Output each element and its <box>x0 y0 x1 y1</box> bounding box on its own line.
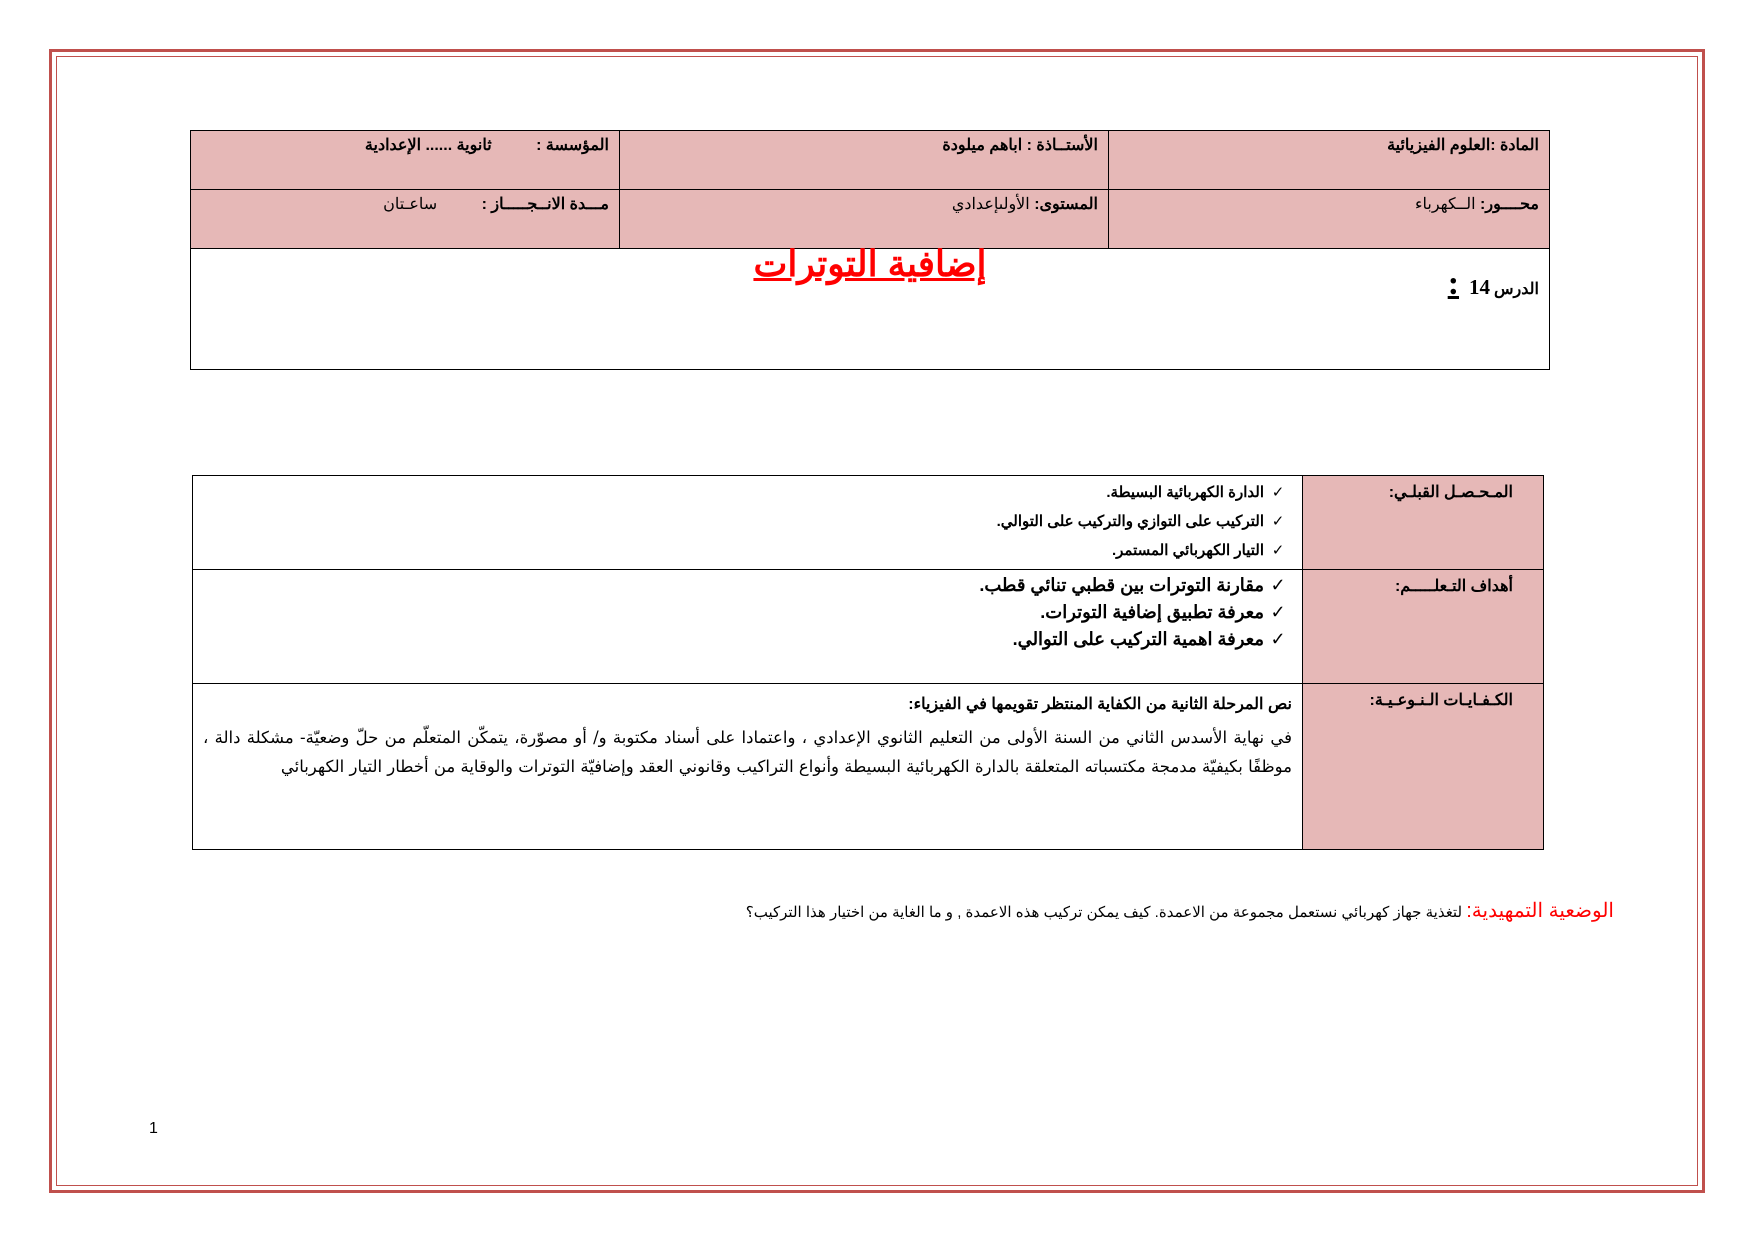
prior-label: المـحـصـل القبلـي: <box>1388 484 1513 501</box>
lesson-number: 14 <box>1469 275 1491 299</box>
check-icon: ✓ <box>1270 629 1286 649</box>
page-number: 1 <box>149 1120 158 1137</box>
institution-value: ثانوية ...... الإعدادية <box>364 137 492 154</box>
axis-cell <box>1109 190 1550 249</box>
check-icon: ✓ <box>1270 602 1286 622</box>
check-icon: ✓ <box>1270 575 1286 595</box>
subject-cell <box>1109 131 1550 190</box>
axis-value: الــكهرباء <box>1414 196 1476 213</box>
lesson-details-table <box>192 475 1544 850</box>
list-item: ✓التيار الكهربائي المستمر. <box>203 536 1292 565</box>
competencies-text: في نهاية الأسدس الثاني من السنة الأولى من التعليم الثانوي الإعدادي ، واعتمادا على أسناد مكتوبة و/ أو مصوّرة، يتمكّن المتعلّم من حلّ وضعيّة- مشكلة دالة ، موظفًا بكيفيّة مدمجة مكتسباته المتعلقة بالدارة الكهربائية البسيطة وأنواع التراكيب وقانوني العقد وإضافيّة التوترات والوقاية من أخطار التيار الكهربائي <box>203 728 1292 776</box>
teacher-name: اباهم ميلودة <box>942 137 1023 154</box>
check-icon: ✓ <box>1271 542 1285 559</box>
list-item: ✓التركيب على التوازي والتركيب على التوالي. <box>203 507 1292 536</box>
list-item: ✓معرفة تطبيق إضافية التوترات. <box>203 599 1292 626</box>
goals-list <box>193 570 1303 684</box>
goals-label-cell <box>1303 570 1544 684</box>
teacher-cell <box>620 131 1109 190</box>
competencies-label: الكـفـايـات الـنـوعـيـة: <box>1369 692 1513 709</box>
prior-list <box>193 476 1303 570</box>
level-cell <box>620 190 1109 249</box>
teacher-label: الأستــاذة : <box>1026 137 1098 154</box>
lesson-label: الدرس <box>1494 281 1539 298</box>
duration-label: مـــدة الانــجـــــاز : <box>481 196 609 213</box>
prior-label-cell <box>1303 476 1544 570</box>
competencies-title: نص المرحلة الثانية من الكفاية المنتظر تقويمها في الفيزياء: <box>908 696 1292 713</box>
institution-label: المؤسسة : <box>536 137 609 154</box>
axis-label: محــــور: <box>1480 196 1539 213</box>
competencies-cell <box>193 684 1303 850</box>
duration-value: ساعـتان <box>383 196 438 213</box>
check-icon: ✓ <box>1271 513 1285 530</box>
duration-cell <box>191 190 620 249</box>
list-item: ✓الدارة الكهربائية البسيطة. <box>203 478 1292 507</box>
intro-label: الوضعية التمهيدية: <box>1466 900 1614 922</box>
subject: المادة :العلوم الفيزيائية <box>1387 137 1539 154</box>
list-item: ✓مقارنة التوترات بين قطبي تنائي قطب. <box>203 572 1292 599</box>
institution-cell <box>191 131 620 190</box>
level-label: المستوى: <box>1034 196 1098 213</box>
competencies-label-cell <box>1303 684 1544 850</box>
intro-situation <box>746 898 1614 923</box>
intro-text: لتغذية جهاز كهربائي نستعمل مجموعة من الاعمدة. كيف يمكن تركيب هذه الاعمدة , و ما الغاية من اختيار هذا التركيب؟ <box>745 904 1463 921</box>
level-value: الأولىإعدادي <box>951 196 1030 213</box>
lesson-colon: : <box>1447 265 1460 302</box>
goals-label: أهداف التـعلـــــم: <box>1394 578 1513 595</box>
list-item: ✓معرفة اهمية التركيب على التوالي. <box>203 626 1292 653</box>
check-icon: ✓ <box>1271 484 1285 501</box>
lesson-title: إضافية التوترات <box>753 243 987 284</box>
